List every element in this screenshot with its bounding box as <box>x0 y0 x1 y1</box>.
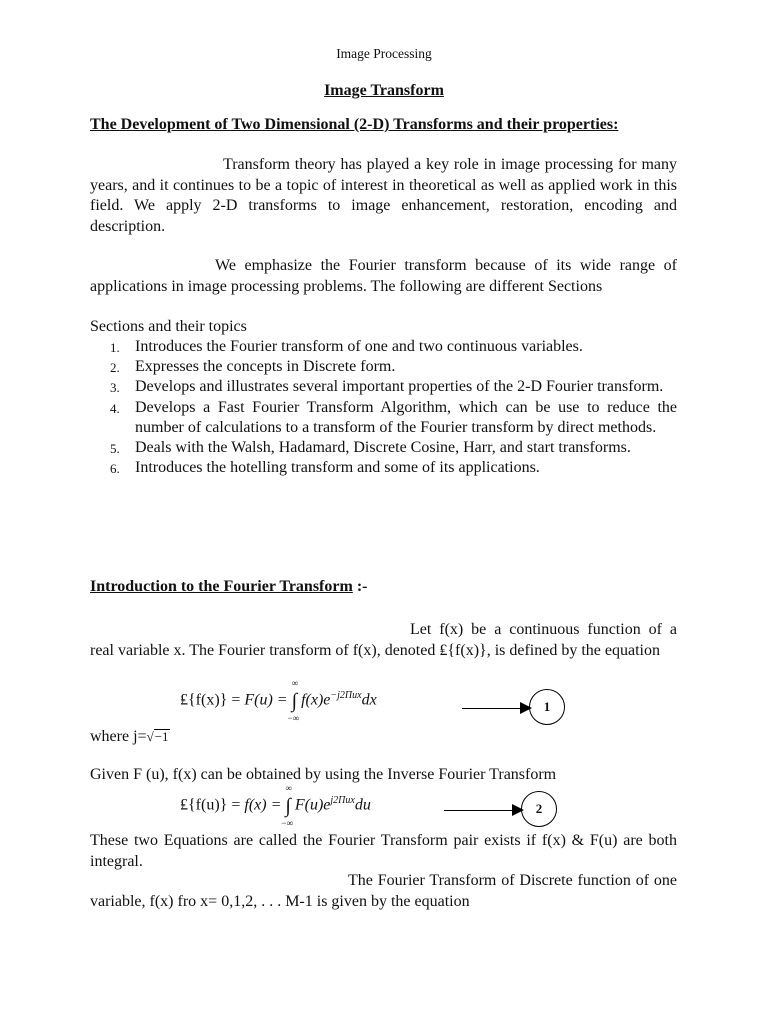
sections-list <box>90 337 677 478</box>
fourier-equation-1 <box>180 677 377 723</box>
fourier-intro-heading-tail: :- <box>352 578 368 595</box>
eq1-exponent: −j2Πux <box>330 690 362 701</box>
list-text: Develops a Fast Fourier Transform Algorithm, which can be use to reduce the number of calculations to a transform of the Fourier transform by direct methods. <box>135 398 677 436</box>
eq1-arrow-line <box>462 708 522 709</box>
eq2-mid: f(x) = <box>244 796 282 814</box>
eq1-lower-limit: −∞ <box>287 712 300 723</box>
intro-paragraph: Transform theory has played a key role in image processing for many years, and it continues to be a topic of interest in theoretical as well as applied work in this field. We apply 2-D transforms to image enhancement, restoration, encoding and description. <box>90 156 677 235</box>
list-item <box>90 377 677 397</box>
fourier-definition-paragraph: Let f(x) be a continuous function of a real variable x. The Fourier transform of f(x), denoted ₤{f(x)}, is defined by the equation <box>90 621 677 659</box>
emphasis-paragraph: We emphasize the Fourier transform because of its wide range of applications in image processing problems. The following are different Sections <box>90 257 677 295</box>
sections-label: Sections and their topics <box>90 318 247 335</box>
eq2-integrand: F(u)e <box>294 796 331 814</box>
discrete-fourier-paragraph: The Fourier Transform of Discrete function of one variable, f(x) fro x= 0,1,2, . . . M-1 is given by the equation <box>90 872 677 910</box>
list-text: Expresses the concepts in Discrete form. <box>135 358 396 376</box>
list-text: Introduces the hotelling transform and some of its applications. <box>135 459 540 477</box>
eq2-differential: du <box>354 796 371 814</box>
eq2-upper-limit: ∞ <box>285 782 292 793</box>
fourier-pair-paragraph: These two Equations are called the Fourier Transform pair exists if f(x) & F(u) are both integral. <box>90 832 677 870</box>
page-title: Image Transform <box>324 82 444 99</box>
list-item <box>90 438 677 458</box>
where-sqrt-value: −1 <box>154 729 169 744</box>
list-item <box>90 398 677 438</box>
eq2-lhs: ₤{f(u)} = <box>180 796 241 814</box>
eq2-lower-limit: −∞ <box>281 817 293 828</box>
section-subtitle: The Development of Two Dimensional (2-D) Transforms and their properties: <box>90 116 619 133</box>
fourier-intro-heading-text: Introduction to the Fourier Transform <box>90 578 353 595</box>
eq2-arrow-line <box>444 810 514 811</box>
where-line <box>90 727 677 748</box>
integral-sign-icon: ∫ ∞ −∞ <box>287 677 300 723</box>
eq1-differential: dx <box>361 691 377 709</box>
eq1-integrand: f(x)e <box>301 691 331 709</box>
list-number: 4. <box>110 400 120 416</box>
list-number: 6. <box>110 461 120 477</box>
integral-sign-icon: ∫ ∞ −∞ <box>281 782 293 828</box>
list-number: 2. <box>110 360 120 376</box>
inverse-transform-text: Given F (u), f(x) can be obtained by using the Inverse Fourier Transform <box>90 766 557 783</box>
eq2-number-badge: 2 <box>521 791 557 827</box>
where-text: where j= <box>90 728 147 745</box>
page-header: Image Processing <box>336 46 432 61</box>
eq1-number-badge: 1 <box>529 689 565 725</box>
list-text: Deals with the Walsh, Hadamard, Discrete Cosine, Harr, and start transforms. <box>135 439 631 457</box>
eq1-lhs: ₤{f(x)} = <box>180 691 241 709</box>
fourier-equation-2 <box>180 782 371 828</box>
fourier-intro-heading <box>90 578 367 596</box>
list-text: Introduces the Fourier transform of one and two continuous variables. <box>135 338 583 355</box>
list-number: 5. <box>110 441 120 457</box>
list-item <box>90 458 677 478</box>
list-item <box>90 357 677 377</box>
eq1-mid: F(u) = <box>244 691 288 709</box>
eq1-upper-limit: ∞ <box>291 677 299 688</box>
list-text: Develops and illustrates several important properties of the 2-D Fourier transform. <box>135 378 664 396</box>
list-number: 3. <box>110 380 120 396</box>
list-item <box>90 337 677 357</box>
sqrt-icon: √ <box>146 729 154 744</box>
eq2-exponent: j2Πux <box>330 795 355 806</box>
list-number: 1. <box>110 340 120 355</box>
